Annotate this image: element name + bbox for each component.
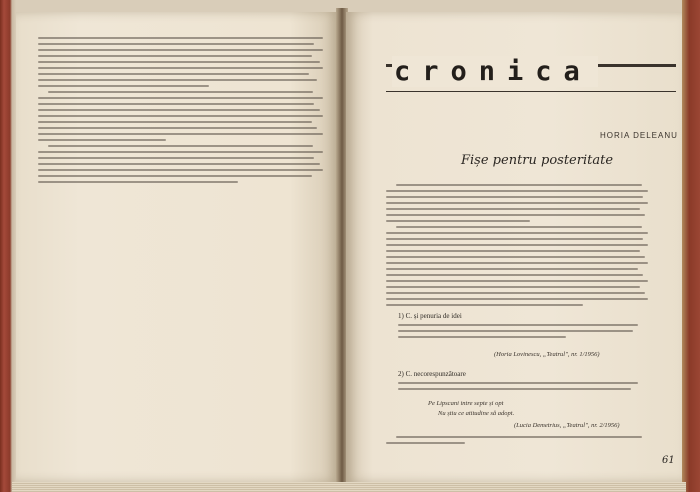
quote-1-source: (Horia Lovinescu, „Teatrul", nr. 1/1956) xyxy=(494,351,600,358)
section-heading: cronica xyxy=(392,56,598,87)
section-header xyxy=(386,54,686,96)
subsection-2-label: 2) C. necorespunzătoare xyxy=(398,370,466,378)
author-name: HORIA DELEANU xyxy=(600,131,678,140)
book-cover-edge xyxy=(682,0,700,492)
subsection-1-label: 1) C. și penuria de idei xyxy=(398,312,462,320)
quote-2-text xyxy=(398,382,638,394)
intro-text xyxy=(386,184,648,310)
quote-2-source: (Lucia Demetrius, „Teatrul", nr. 2/1956) xyxy=(514,422,620,429)
quote-1-text xyxy=(398,324,638,342)
left-page-text xyxy=(38,37,323,187)
verse-line-1: Pe Lipscani intre septe și opt xyxy=(428,400,504,407)
left-page xyxy=(16,12,338,482)
article-title: Fișe pentru posteritate xyxy=(461,153,614,168)
verse-line-2: Nu știu ce atitudine să adopt. xyxy=(438,410,515,417)
closing-text xyxy=(386,436,648,448)
page-number: 61 xyxy=(662,455,675,466)
right-page xyxy=(346,12,682,482)
page-edges xyxy=(12,482,686,492)
